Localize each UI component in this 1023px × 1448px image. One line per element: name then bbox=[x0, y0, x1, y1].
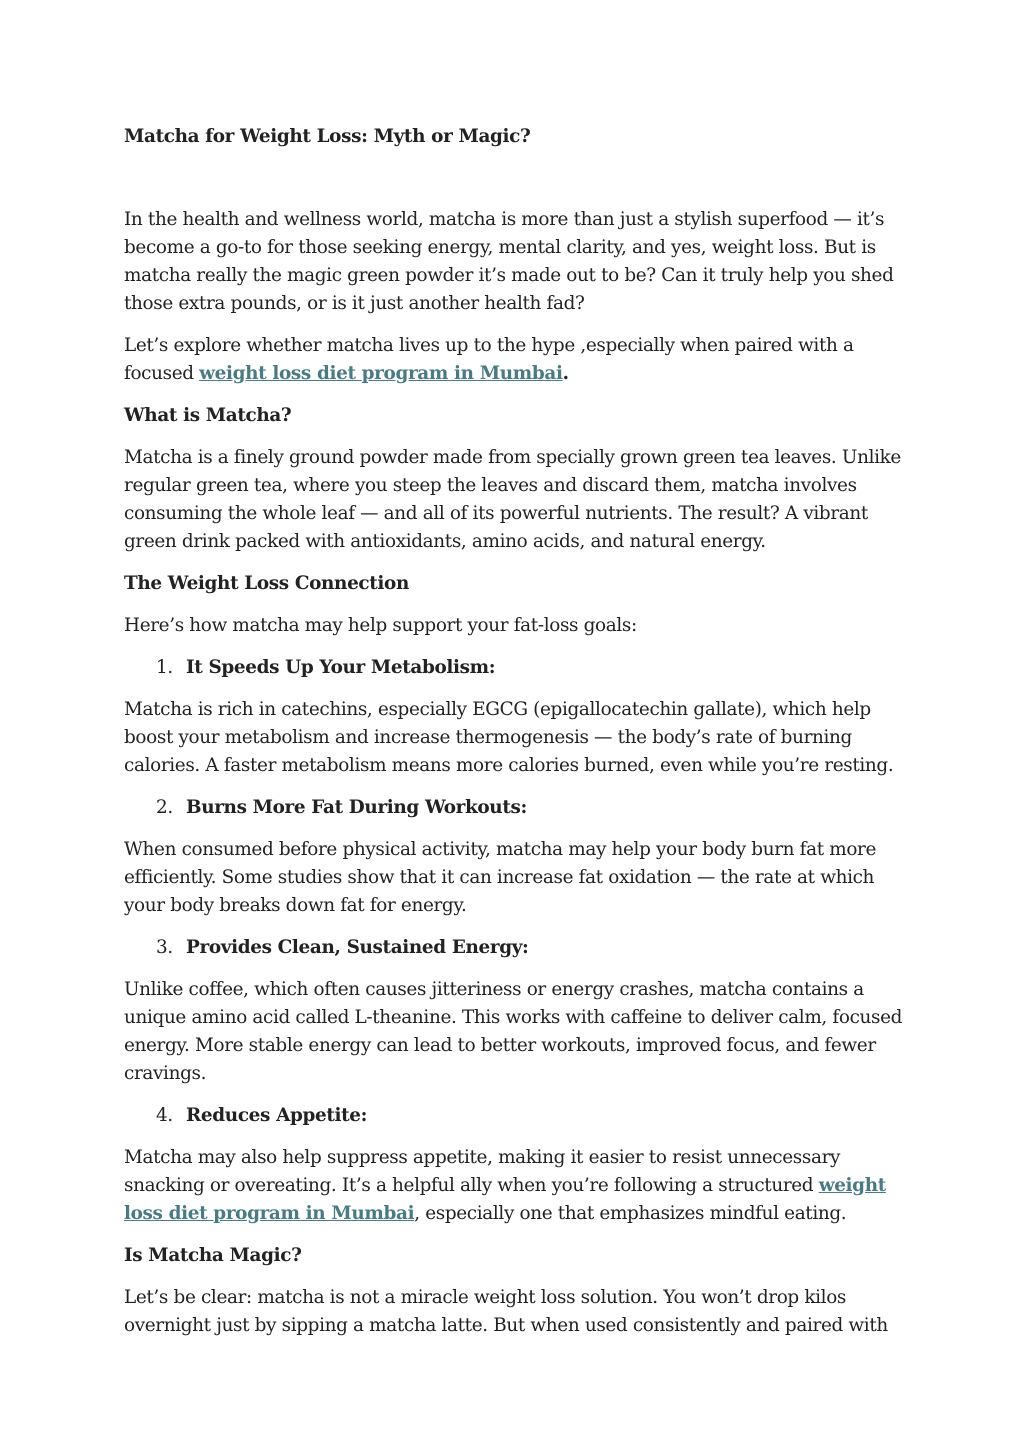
clean-energy-paragraph: Unlike coffee, which often causes jitteriness or energy crashes, matcha contains a unique amino acid called L-theanine. This works with caffeine to deliver calm, focused energy. More stable energy can lead to better workouts, improved focus, and fewer cravings. bbox=[124, 979, 903, 1084]
document-body bbox=[124, 206, 914, 1354]
appetite-text-end: , especially one that emphasizes mindful eating. bbox=[414, 1203, 847, 1224]
section-heading-weight-loss-connection: The Weight Loss Connection bbox=[124, 573, 409, 594]
list-item-heading: Burns More Fat During Workouts: bbox=[186, 797, 527, 818]
reduces-appetite-paragraph bbox=[124, 1144, 914, 1228]
intro-paragraph: In the health and wellness world, matcha is more than just a stylish superfood — it’s become a go-to for those seeking energy, mental clarity, and yes, weight loss. But is matcha really the magic green powder it’s made out to be? Can it truly help you shed those extra pounds, or is it just another health fad? bbox=[124, 209, 894, 314]
is-matcha-magic-paragraph: Let’s be clear: matcha is not a miracle weight loss solution. You won’t drop kilos overnight just by sipping a matcha latte. But when used consistently and paired with bbox=[124, 1287, 888, 1336]
list-number: 1. bbox=[156, 657, 173, 678]
list-item-clean-energy bbox=[124, 934, 914, 962]
explore-period: . bbox=[562, 363, 569, 384]
list-number: 2. bbox=[156, 797, 173, 818]
list-item-heading: It Speeds Up Your Metabolism: bbox=[186, 657, 496, 678]
list-item-heading: Provides Clean, Sustained Energy: bbox=[186, 937, 529, 958]
section-heading-is-matcha-magic: Is Matcha Magic? bbox=[124, 1245, 302, 1266]
section-heading-what-is-matcha: What is Matcha? bbox=[124, 405, 292, 426]
burns-fat-paragraph: When consumed before physical activity, matcha may help your body burn fat more efficiently. Some studies show that it can increase fat oxidation — the rate at which your body breaks down fat for energy. bbox=[124, 839, 877, 916]
document-title: Matcha for Weight Loss: Myth or Magic? bbox=[124, 126, 531, 147]
diet-program-link[interactable]: weight loss diet program in Mumbai bbox=[124, 1175, 886, 1224]
list-number: 3. bbox=[156, 937, 173, 958]
what-is-matcha-paragraph: Matcha is a finely ground powder made from specially grown green tea leaves. Unlike regular green tea, where you steep the leaves and discard them, matcha involves consuming the whole leaf — and all of its powerful nutrients. The result? A vibrant green drink packed with antioxidants, amino acids, and natural energy. bbox=[124, 447, 901, 552]
explore-paragraph bbox=[124, 332, 914, 388]
metabolism-paragraph: Matcha is rich in catechins, especially EGCG (epigallocatechin gallate), which help boost your metabolism and increase thermogenesis — the body’s rate of burning calories. A faster metabolism means more calories burned, even while you’re resting. bbox=[124, 699, 894, 776]
explore-text: Let’s explore whether matcha lives up to the hype ,especially when paired with a focused bbox=[124, 335, 854, 384]
diet-program-link[interactable]: weight loss diet program in Mumbai bbox=[199, 363, 563, 384]
list-number: 4. bbox=[156, 1105, 173, 1126]
connection-intro-paragraph: Here’s how matcha may help support your fat-loss goals: bbox=[124, 615, 637, 636]
list-item-burns-fat bbox=[124, 794, 914, 822]
list-item-metabolism bbox=[124, 654, 914, 682]
list-item-heading: Reduces Appetite: bbox=[186, 1105, 368, 1126]
list-item-reduces-appetite bbox=[124, 1102, 914, 1130]
appetite-text: Matcha may also help suppress appetite, making it easier to resist unnecessary snacking or overeating. It’s a helpful ally when you’re following a structured bbox=[124, 1147, 841, 1196]
